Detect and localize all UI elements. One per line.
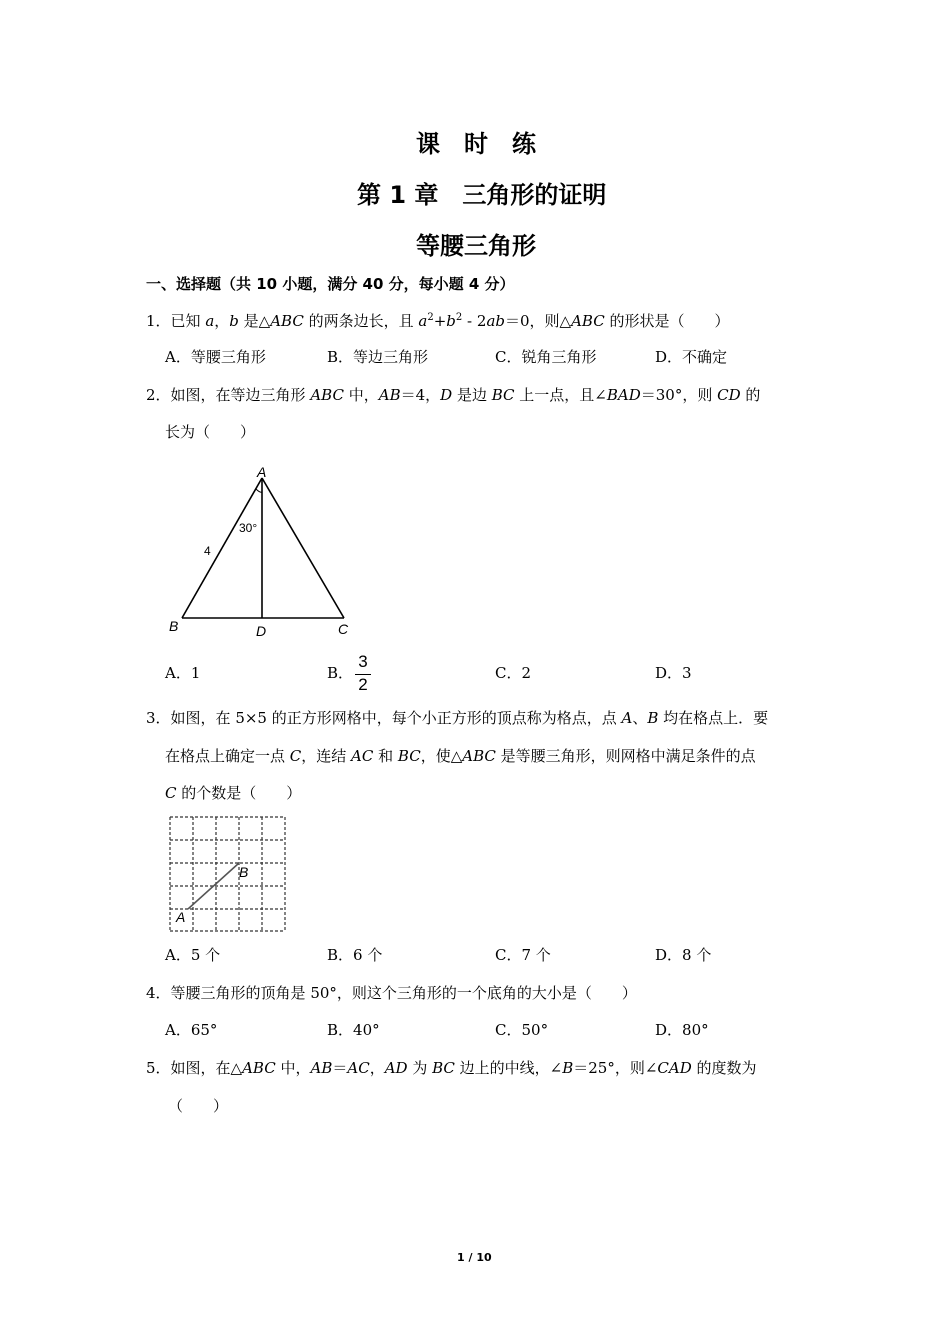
var: ABC	[270, 312, 304, 330]
q3-option-b[interactable]: B．6 个	[327, 946, 383, 964]
var: BAD	[606, 386, 641, 404]
var: C	[165, 784, 177, 802]
text: 如图，在等边三角形	[170, 386, 311, 404]
text: 、	[632, 709, 648, 727]
var: B	[647, 709, 659, 727]
text: 中，	[275, 1059, 311, 1077]
text: 是△	[238, 312, 271, 330]
var: b	[229, 312, 239, 330]
q2-option-b[interactable]: B．	[327, 664, 354, 682]
var: ABC	[242, 1059, 276, 1077]
text: ，	[214, 312, 230, 330]
q4-option-c[interactable]: C．50°	[495, 1021, 549, 1039]
q1-option-c[interactable]: C．锐角三角形	[495, 348, 597, 366]
q3-option-d[interactable]: D．8 个	[655, 946, 712, 964]
var: D	[440, 386, 453, 404]
var: BC	[491, 386, 515, 404]
side-ab	[182, 478, 262, 618]
text: 的形状是（ ）	[604, 312, 730, 330]
var: CD	[717, 386, 741, 404]
q2-triangle-figure	[160, 460, 360, 640]
fraction-numerator: 3	[358, 652, 368, 671]
side-length-label: 4	[204, 544, 211, 558]
var: ABC	[310, 386, 344, 404]
question-number: 3．	[146, 709, 171, 727]
angle-arc	[256, 489, 262, 492]
text: 已知	[170, 312, 206, 330]
q3-option-c[interactable]: C．7 个	[495, 946, 551, 964]
text: ，使△	[420, 747, 463, 765]
text: 是边	[452, 386, 492, 404]
text: 等腰三角形的顶角是 50°，则这个三角形的一个底角的大小是（ ）	[170, 984, 637, 1002]
question-2-line-2: 长为（ ）	[165, 423, 256, 441]
label-a: A	[257, 464, 267, 480]
var: B	[562, 1059, 574, 1077]
exponent: 2	[455, 312, 463, 323]
text: ，连结	[301, 747, 352, 765]
var: A	[621, 709, 633, 727]
side-ac	[262, 478, 344, 618]
q4-option-a[interactable]: A．65°	[165, 1021, 218, 1039]
question-5	[146, 1058, 757, 1078]
var: ABC	[571, 312, 605, 330]
text: 中，	[343, 386, 379, 404]
question-1	[146, 311, 729, 331]
question-number: 5．	[146, 1059, 171, 1077]
page-number: 1 / 10	[457, 1251, 492, 1264]
exponent: 2	[427, 312, 434, 323]
question-3-line-3	[165, 783, 301, 803]
question-2	[146, 385, 760, 405]
question-3-line-2	[165, 746, 756, 766]
text: ＝25°，则∠	[573, 1059, 658, 1077]
q2-option-a[interactable]: A．1	[165, 664, 201, 682]
lesson-title: 等腰三角形	[416, 232, 536, 260]
text: 边上的中线，∠	[454, 1059, 563, 1077]
text: 在格点上确定一点	[165, 747, 290, 765]
var: ab	[486, 312, 505, 330]
var: AD	[384, 1059, 408, 1077]
q2-option-d[interactable]: D．3	[655, 664, 692, 682]
text: ，	[369, 1059, 385, 1077]
var: a	[418, 312, 428, 330]
section-heading: 一、选择题（共 10 小题，满分 40 分，每小题 4 分）	[146, 275, 515, 293]
q1-option-a[interactable]: A．等腰三角形	[165, 348, 266, 366]
text: +	[433, 312, 447, 330]
q2-option-c[interactable]: C．2	[495, 664, 532, 682]
text: ＝0，则△	[504, 312, 572, 330]
var: b	[446, 312, 456, 330]
q3-option-a[interactable]: A．5 个	[165, 946, 221, 964]
label-c: C	[338, 621, 349, 637]
text: 为	[407, 1059, 433, 1077]
text: 如图，在△	[170, 1059, 243, 1077]
text: 如图，在 5×5 的正方形网格中，每个小正方形的顶点称为格点，点	[170, 709, 622, 727]
label-b: B	[169, 618, 179, 634]
fraction-denominator: 2	[358, 675, 368, 694]
label-b: B	[239, 864, 249, 880]
var: AB	[310, 1059, 333, 1077]
chapter-title: 第 1 章 三角形的证明	[357, 181, 607, 209]
text: ＝4，	[400, 386, 441, 404]
q4-option-d[interactable]: D．80°	[655, 1021, 709, 1039]
text: 的两条边长，且	[303, 312, 419, 330]
question-number: 2．	[146, 386, 171, 404]
question-5-line-2: （ ）	[168, 1097, 229, 1115]
text: 上一点，且∠	[514, 386, 607, 404]
text: 均在格点上．要	[658, 709, 769, 727]
q4-option-b[interactable]: B．40°	[327, 1021, 380, 1039]
worksheet-title: 课 时 练	[416, 130, 536, 158]
q1-option-b[interactable]: B．等边三角形	[327, 348, 429, 366]
question-number: 4．	[146, 984, 171, 1002]
text: 的个数是（ ）	[176, 784, 302, 802]
label-a: A	[176, 909, 186, 925]
question-3	[146, 708, 768, 728]
var: AB	[378, 386, 401, 404]
text: - 2	[462, 312, 487, 330]
text: 和	[373, 747, 398, 765]
question-number: 1．	[146, 312, 171, 330]
question-4	[146, 983, 637, 1003]
q3-grid-figure	[166, 813, 290, 937]
var: AC	[351, 747, 374, 765]
var: CAD	[657, 1059, 692, 1077]
var: BC	[397, 747, 421, 765]
text: 是等腰三角形，则网格中满足条件的点	[495, 747, 756, 765]
var: BC	[432, 1059, 455, 1077]
text: 的度数为	[691, 1059, 757, 1077]
angle-label: 30°	[239, 521, 258, 535]
var: AC	[347, 1059, 370, 1077]
var: a	[205, 312, 215, 330]
label-d: D	[256, 623, 267, 639]
text: ＝30°，则	[640, 386, 718, 404]
var: C	[289, 747, 302, 765]
var: ABC	[462, 747, 496, 765]
text: 的	[740, 386, 761, 404]
q1-option-d[interactable]: D．不确定	[655, 348, 728, 366]
text: ＝	[332, 1059, 348, 1077]
